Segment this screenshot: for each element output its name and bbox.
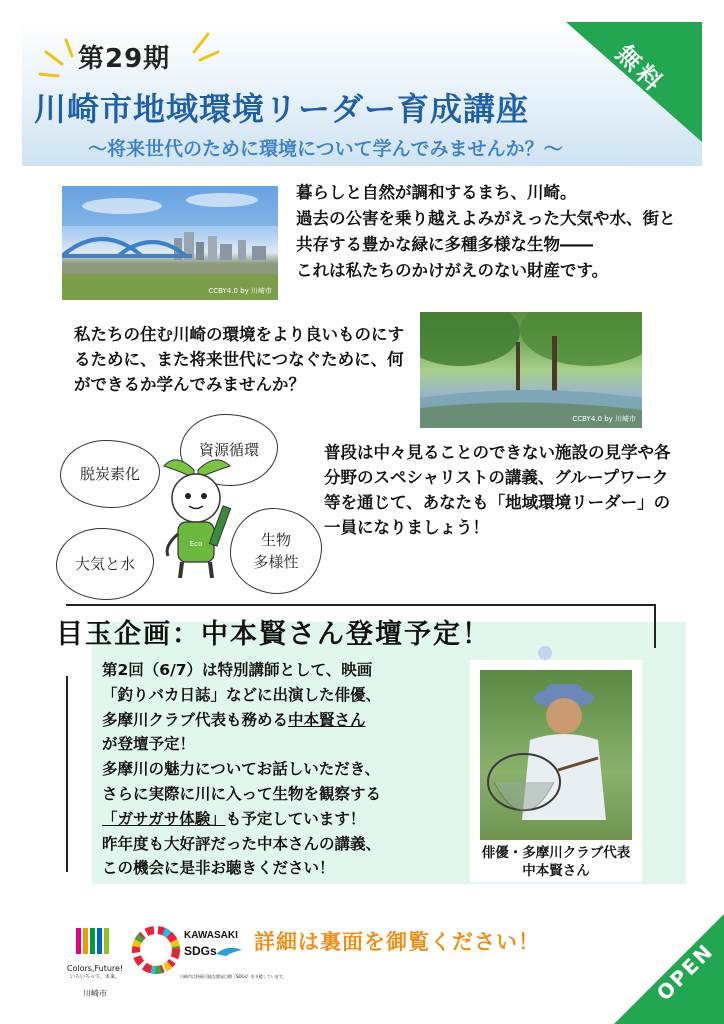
photo1-credit: CCBY4.0 by 川崎市 <box>208 287 272 295</box>
burst-lines-right-icon <box>182 30 222 76</box>
intro-paragraph-3: 普段は中々見ることのできない施設の見学や各分野のスペシャリストの講義、グループワーク等を通じて、あなたも「地域環境リーダー」の一員になりましょう！ <box>324 443 671 537</box>
dolphin-icon <box>214 944 244 958</box>
open-badge <box>600 900 724 1024</box>
gasagasa-event: 「ガサガサ体験」 <box>102 809 226 828</box>
mascot-label: Eco <box>189 540 203 548</box>
feature-frame-top <box>66 604 656 606</box>
feature-body: 第2回（6/7）は特別講師として、映画 「釣りバカ日誌」などに出演した俳優、 多摩川クラブ代表も務める中本賢さん が登壇予定！ 多摩川の魅力についてお話しいただき、 さらに実際に川に入って生物を観察する 「ガサガサ体験」も予定しています！ 昨年度も大好評だった中本さんの講義、 この機会に是非お聴きください！ <box>102 661 382 878</box>
kawasaki-sdgs-logo: KAWASAKI SDGs 川崎市は持続可能な開発目標（SDGs）を支援しています。 <box>132 926 250 982</box>
feature-frame-right <box>654 604 656 648</box>
topic-decarbonization: 脱炭素化 <box>60 440 160 508</box>
speaker-photo <box>480 670 632 840</box>
see-back-note: 詳細は裏面を御覧ください！ <box>254 930 540 954</box>
eco-mascot-icon <box>146 450 246 584</box>
free-badge <box>566 22 702 142</box>
topic-air-water: 大気と水 <box>56 528 154 600</box>
feature-frame-left <box>66 676 68 872</box>
edition-label: 第29期 <box>78 44 171 74</box>
burst-lines-icon <box>36 34 78 84</box>
feature-heading: 目玉企画：中本賢さん登壇予定！ <box>56 619 491 650</box>
city-name: 川崎市 <box>83 989 107 998</box>
speaker-name: 中本賢さん <box>288 710 366 729</box>
intro-paragraph-2: 私たちの住む川崎の環境をより良いものにするために、また将来世代につなぐために、何ができるか学んでみませんか？ <box>74 325 404 394</box>
topic-resource-circulation: 資源循環 <box>180 414 278 486</box>
free-badge-text: 無料 <box>610 39 670 99</box>
city-bridge-photo <box>62 186 278 300</box>
river-greenery-photo <box>420 312 642 428</box>
intro-paragraph-1: 暮らしと自然が調和するまち、川崎。 過去の公害を乗り越えよみがえった大気や水、街と共存する豊かな緑に多種多様な生物―― これは私たちのかけがえのない財産です。 <box>296 183 676 280</box>
photo2-credit: CCBY4.0 by 川崎市 <box>572 415 636 423</box>
topic-biodiversity: 生物 多様性 <box>230 508 322 594</box>
page-subtitle: ～将来世代のために環境について学んでみませんか？～ <box>88 138 563 160</box>
decorative-dot <box>538 646 552 660</box>
page-title: 川崎市地域環境リーダー育成講座 <box>34 90 530 128</box>
open-badge-text: OPEN <box>651 938 719 1006</box>
colors-future-logo: Colors,Future! いろいろって、未来。 川崎市 <box>58 924 132 994</box>
speaker-caption: 俳優・多摩川クラブ代表 中本賢さん <box>481 845 631 879</box>
